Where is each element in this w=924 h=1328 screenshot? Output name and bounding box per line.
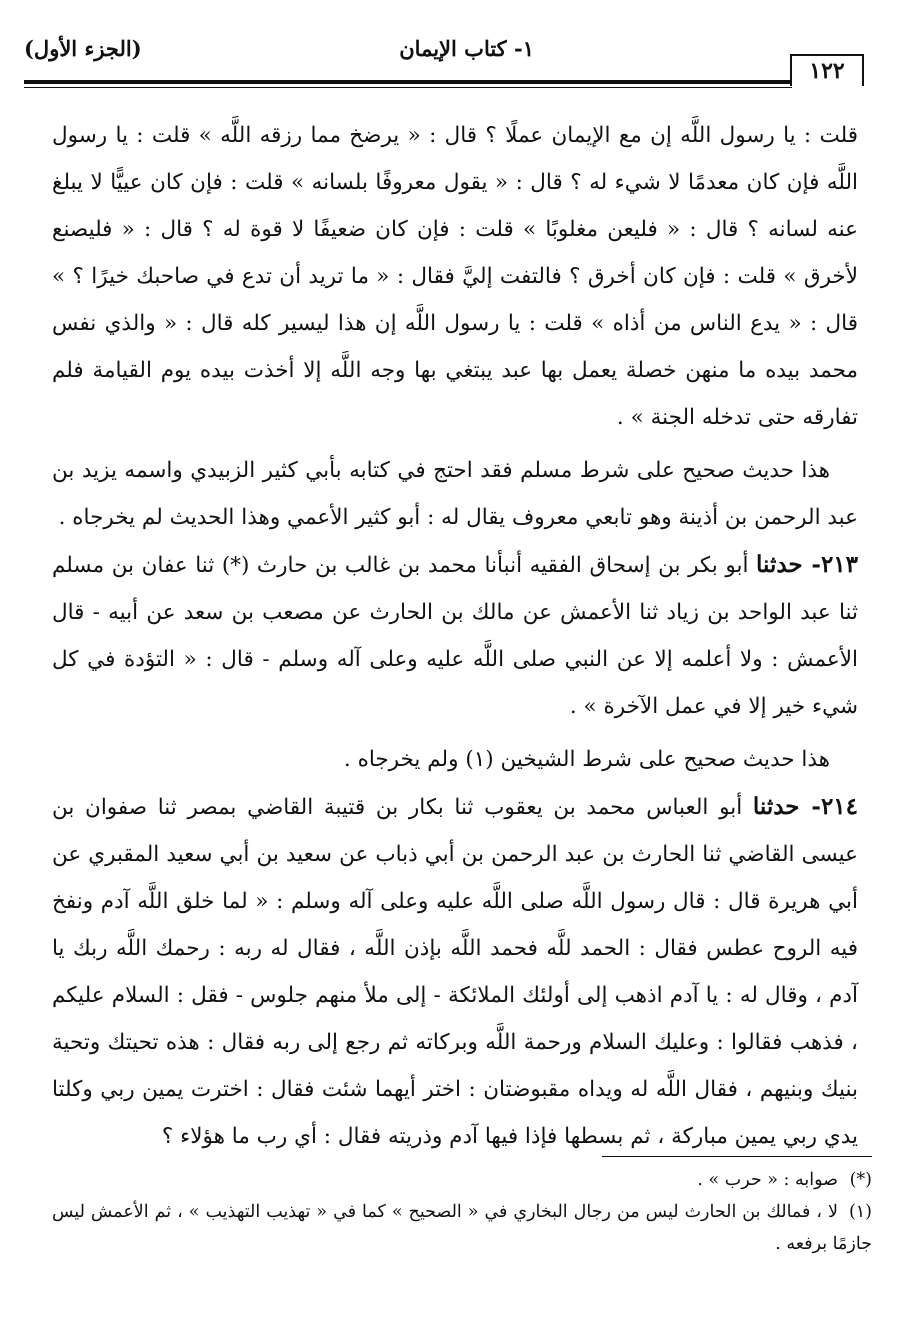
paragraph-hadith-continuation: قلت : يا رسول اللَّه إن مع الإيمان عملًا ؟ قال : « يرضخ مما رزقه اللَّه » قلت : يا رسول اللَّه فإن كان معدمًا لا شيء له ؟ قال : « يقول معروفًا بلسانه » قلت : فإن كان عييًّا لا يبلغ عنه لسانه ؟ قال : « فليعن مغلوبًا » قلت : فإن كان ضعيفًا لا قوة له ؟ قال : « فليصنع لأخرق » قلت : فإن كان أخرق ؟ فالتفت إليَّ فقال : « ما تريد أن تدع في صاحبك خيرًا ؟ » قال : « يدع الناس من أذاه » قلت : يا رسول اللَّه إن هذا ليسير كله قال : « والذي نفس محمد بيده ما منهن خصلة يعمل بها عبد يبتغي بها وجه اللَّه إلا أخذت بيده يوم القيامة فلم تفارقه حتى تدخله الجنة » .: [52, 123, 858, 430]
main-text: [52, 112, 858, 1160]
footnotes: [52, 1164, 872, 1260]
header-rule-thick: [24, 80, 792, 84]
hadith-214-number: ٢١٤- حدثنا: [752, 793, 858, 820]
header-rule-thin: [24, 87, 792, 88]
footnote-text: صوابه : « حرب » .: [697, 1170, 838, 1190]
footnote-mark: (١): [848, 1202, 872, 1222]
footnote-text: لا ، فمالك بن الحارث ليس من رجال البخاري في « الصحيح » كما في « تهذيب التهذيب » ، ثم الأعمش ليس جازمًا برفعه .: [52, 1202, 872, 1254]
footnote-mark: (*): [849, 1170, 872, 1190]
hadith-214: [52, 783, 858, 1160]
footnote-item: [52, 1196, 872, 1260]
paragraph-grading-213: هذا حديث صحيح على شرط الشيخين (١) ولم يخرجاه .: [343, 747, 830, 772]
chapter-title: ١- كتاب الإيمان: [399, 36, 534, 61]
hadith-214-text: أبو العباس محمد بن يعقوب ثنا بكار بن قتيبة القاضي بمصر ثنا صفوان بن عيسى القاضي ثنا الحارث بن عبد الرحمن بن أبي ذباب عن سعيد بن أبي سعيد المقبري عن أبي هريرة قال : قال رسول اللَّه صلى اللَّه عليه وعلى آله وسلم : « لما خلق اللَّه آدم ونفخ فيه الروح عطس فقال : الحمد للَّه فحمد اللَّه بإذن اللَّه ، فقال له ربه : رحمك اللَّه ربك يا آدم ، وقال له : يا آدم اذهب إلى أولئك الملائكة - إلى ملأ منهم جلوس - فقل : السلام عليكم ، فذهب فقالوا : وعليك السلام ورحمة اللَّه وبركاته ثم رجع إلى ربه فقال : هذه تحيتك وتحية بنيك وبنيهم ، فقال اللَّه له ويداه مقبوضتان : اختر أيهما شئت فقال : اخترت يمين ربي وكلتا يدي ربي يمين مباركة ، ثم بسطها فإذا فيها آدم وذريته فقال : أي رب ما هؤلاء ؟: [52, 795, 858, 1149]
footnote-rule: [602, 1156, 872, 1157]
page-number: ١٢٢: [790, 54, 864, 86]
hadith-213-text: أبو بكر بن إسحاق الفقيه أنبأنا محمد بن غالب بن حارث (*) ثنا عفان بن مسلم ثنا عبد الواحد بن زياد ثنا الأعمش عن مالك بن الحارث عن مصعب بن سعد عن أبيه - قال الأعمش : ولا أعلمه إلا عن النبي صلى اللَّه عليه وعلى آله وسلم - قال : « التؤدة في كل شيء خير إلا في عمل الآخرة » .: [52, 553, 858, 719]
footnote-item: [52, 1164, 872, 1196]
hadith-213-number: ٢١٣- حدثنا: [756, 551, 858, 578]
paragraph-grading-212: هذا حديث صحيح على شرط مسلم فقد احتج في كتابه بأبي كثير الزبيدي واسمه يزيد بن عبد الرحمن بن أذينة وهو تابعي معروف يقال له : أبو كثير الأعمي وهذا الحديث لم يخرجاه .: [52, 458, 858, 530]
page-header: [24, 28, 864, 92]
part-label: (الجزء الأول): [24, 36, 142, 61]
hadith-213: [52, 541, 858, 730]
